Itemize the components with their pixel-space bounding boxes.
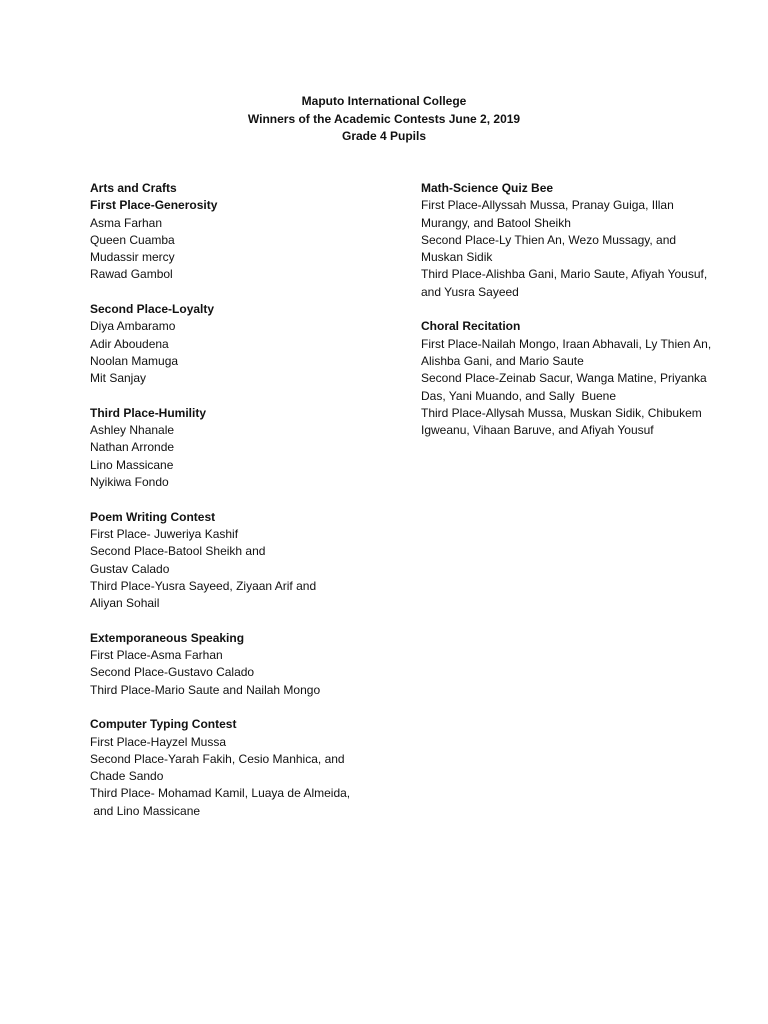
section-computer-typing <box>90 716 390 820</box>
winner-line: Second Place-Batool Sheikh and <box>90 544 266 559</box>
winner-line: and Yusra Sayeed <box>421 284 519 299</box>
section-math-science-quiz <box>421 180 736 301</box>
winner-line: First Place-Hayzel Mussa <box>90 734 227 749</box>
winner-name: Nyikiwa Fondo <box>90 475 169 490</box>
winner-line: Gustav Calado <box>90 561 170 576</box>
section-arts-third <box>90 405 390 491</box>
right-column <box>421 180 736 457</box>
winner-line: Aliyan Sohail <box>90 596 160 611</box>
subsection-label: Third Place-Humility <box>90 405 207 420</box>
winner-name: Queen Cuamba <box>90 232 175 247</box>
winner-name: Lino Massicane <box>90 457 174 472</box>
winner-line: Second Place-Zeinab Sacur, Wanga Matine, Priyanka <box>421 371 707 386</box>
section-title: Arts and Crafts <box>90 181 177 195</box>
winner-name: Adir Aboudena <box>90 336 169 351</box>
winner-name: Nathan Arronde <box>90 440 175 455</box>
winner-name: Rawad Gambol <box>90 267 173 282</box>
winner-line: Second Place-Ly Thien An, Wezo Mussagy, and <box>421 232 677 247</box>
winner-name: Asma Farhan <box>90 215 163 230</box>
section-title: Extemporaneous Speaking <box>90 630 245 645</box>
left-column <box>90 180 390 837</box>
winner-line: Muskan Sidik <box>421 250 493 265</box>
section-title: Choral Recitation <box>421 319 521 334</box>
section-title: Math-Science Quiz Bee <box>421 181 554 195</box>
subsection-label: Second Place-Loyalty <box>90 302 215 317</box>
winner-line: and Lino Massicane <box>90 803 201 818</box>
winner-line: Alishba Gani, and Mario Saute <box>421 353 584 368</box>
section-title: Computer Typing Contest <box>90 717 237 732</box>
winner-line: First Place-Allyssah Mussa, Pranay Guiga, Illan <box>421 198 674 213</box>
winner-name: Diya Ambaramo <box>90 319 176 334</box>
grade-label: Grade 4 Pupils <box>341 129 427 143</box>
winner-line: First Place- Juweriya Kashif <box>90 526 239 541</box>
document-header <box>0 93 768 146</box>
section-poem-writing <box>90 509 390 613</box>
section-title: Poem Writing Contest <box>90 509 216 524</box>
winner-line: First Place-Asma Farhan <box>90 648 223 663</box>
section-arts-second <box>90 301 390 387</box>
winner-line: Third Place-Alishba Gani, Mario Saute, Afiyah Yousuf, <box>421 267 708 282</box>
school-name: Maputo International College <box>301 94 467 108</box>
section-extemporaneous <box>90 630 390 699</box>
winner-line: Das, Yani Muando, and Sally Buene <box>421 388 617 403</box>
winner-line: Third Place-Yusra Sayeed, Ziyaan Arif and <box>90 578 317 593</box>
subsection-label: First Place-Generosity <box>90 198 218 213</box>
section-choral-recitation <box>421 318 736 439</box>
winner-name: Mit Sanjay <box>90 371 147 386</box>
winner-line: Second Place-Yarah Fakih, Cesio Manhica, and <box>90 751 345 766</box>
document-title: Winners of the Academic Contests June 2, 2019 <box>247 111 521 126</box>
winner-line: Third Place-Mario Saute and Nailah Mongo <box>90 682 321 697</box>
winner-name: Noolan Mamuga <box>90 353 179 368</box>
section-arts-and-crafts <box>90 180 390 284</box>
winner-line: First Place-Nailah Mongo, Iraan Abhavali, Ly Thien An, <box>421 336 712 351</box>
winner-line: Murangy, and Batool Sheikh <box>421 215 571 230</box>
winner-line: Igweanu, Vihaan Baruve, and Afiyah Yousuf <box>421 423 654 438</box>
winner-line: Second Place-Gustavo Calado <box>90 665 255 680</box>
winner-line: Third Place- Mohamad Kamil, Luaya de Almeida, <box>90 786 351 801</box>
winner-name: Ashley Nhanale <box>90 423 175 438</box>
winner-line: Third Place-Allysah Mussa, Muskan Sidik, Chibukem <box>421 405 702 420</box>
winner-name: Mudassir mercy <box>90 250 175 265</box>
winner-line: Chade Sando <box>90 769 164 784</box>
